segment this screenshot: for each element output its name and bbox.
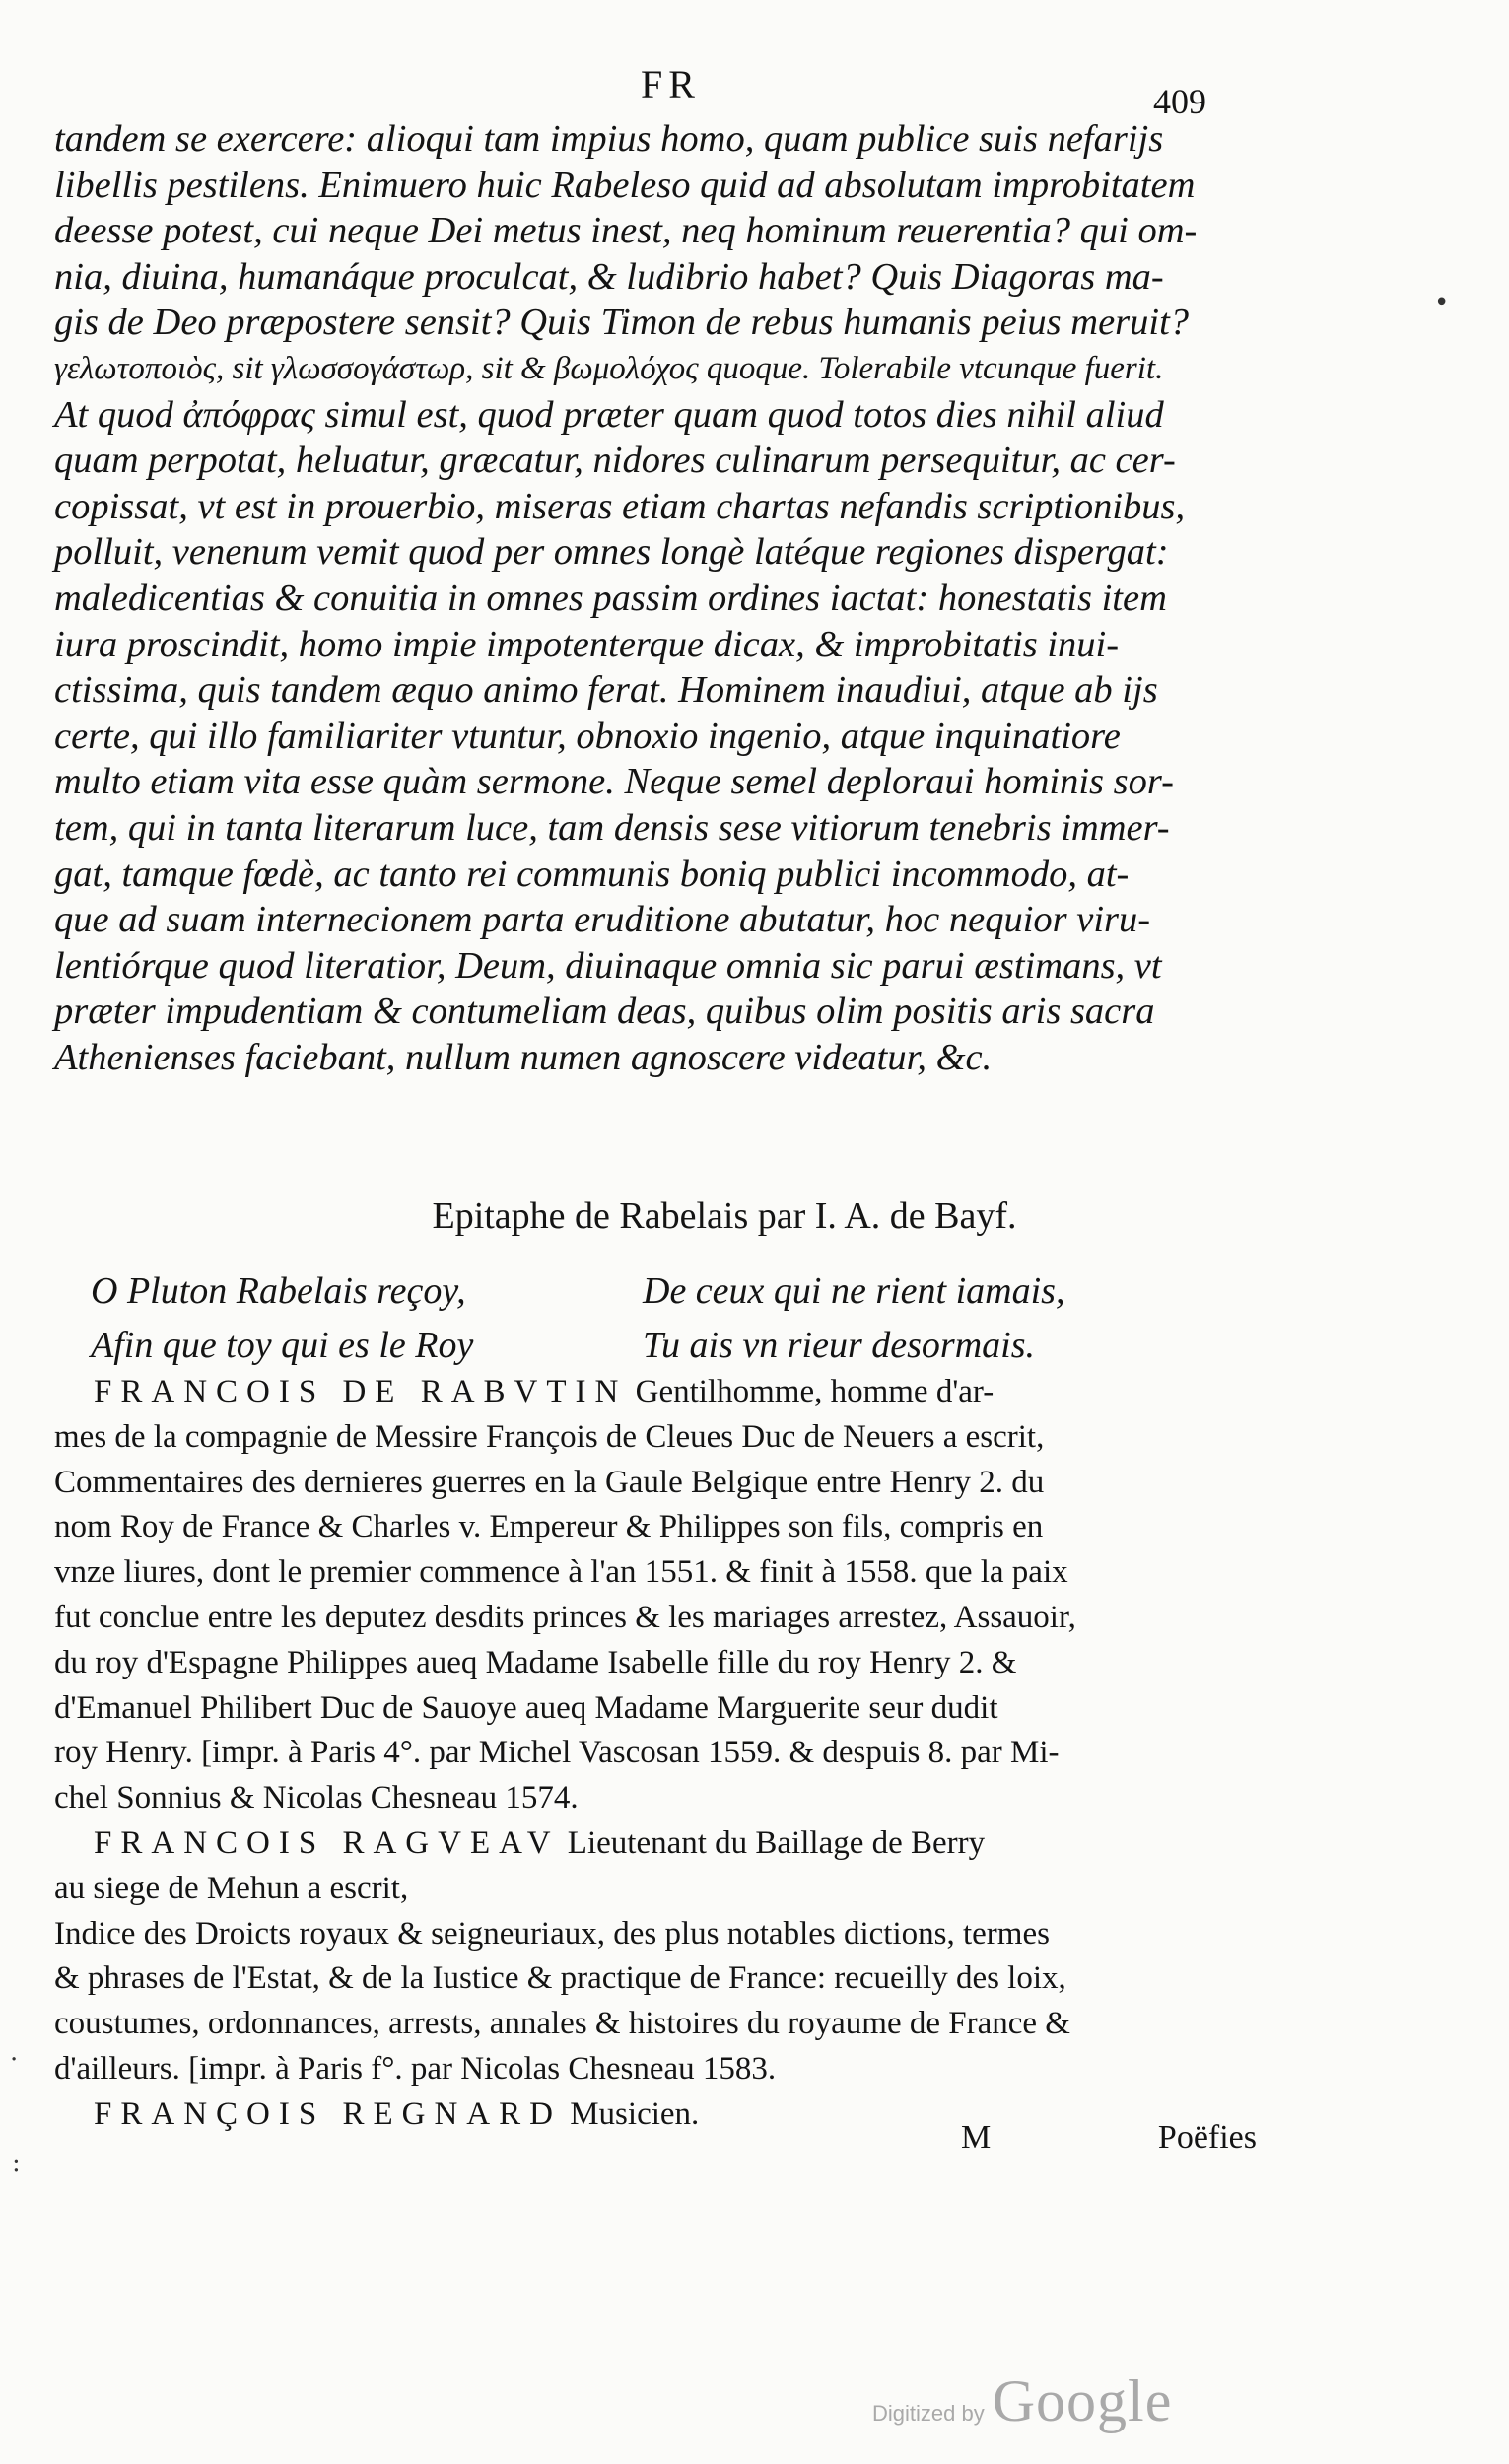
text-line: tem, qui in tanta literarum luce, tam densis sese vitiorum tenebris immer- [54,806,1170,849]
entry-text: Musicien. [570,2095,700,2132]
text-line: quam perpotat, heluatur, græcatur, nidores culinarum persequitur, ac cer- [54,440,1176,482]
entry-author-name: FRANCOIS RAGVEAV [94,1824,560,1861]
text-line: mes de la compagnie de Messire François de Cleues Duc de Neuers a escrit, [54,1418,1045,1455]
entry-text: Gentilhomme, homme d'ar- [635,1374,995,1409]
verse-right: Tu ais vn rieur desormais. [643,1325,1035,1366]
text-line: nia, diuina, humanáque proculcat, & ludibrio habet? Quis Diagoras ma- [54,255,1164,298]
text-line: chel Sonnius & Nicolas Chesneau 1574. [54,1780,579,1816]
catchword-line [961,2119,1257,2156]
running-head: FR [641,62,701,106]
text-line: polluit, venenum vemit quod per omnes longè latéque regiones dispergat: [54,531,1169,574]
text-line: vnze liures, dont le premier commence à l'an 1551. & finit à 1558. que la paix [54,1554,1068,1591]
verse-row [91,1265,1224,1319]
text-line: tandem se exercere: alioqui tam impius homo, quam publice suis nefarijs [54,118,1164,160]
margin-mark: : [12,2149,21,2178]
text-line: γελωτοποιὸς, sit γλωσσογάστωρ, sit & βωμολόχος quoque. Tolerabile vtcunque fuerit. [54,350,1164,386]
text-line: d'Emanuel Philibert Duc de Sauoye aueq Madame Marguerite seur dudit [54,1689,998,1726]
text-line: iura proscindit, homo impie impotenterque dicax, & improbitatis inui- [54,623,1120,665]
signature-mark: M [961,2119,992,2156]
bibliography-entries [54,1370,1276,2138]
text-line: Athenienses faciebant, nullum numen agnoscere videatur, &c. [54,1036,993,1078]
margin-dot: • [1434,288,1450,317]
entry-first-line [54,1370,1276,1415]
text-line: Commentaires des dernieres guerres en la Gaule Belgique entre Henry 2. du [54,1464,1045,1500]
text-line: gat, tamque fœdè, ac tanto rei communis boniq publici incommodo, at- [54,853,1130,895]
text-line: nom Roy de France & Charles v. Empereur & Philippes son fils, compris en [54,1509,1044,1545]
epitaph-title: Epitaphe de Rabelais par I. A. de Bayf. [432,1196,1017,1237]
text-line: deesse potest, cui neque Dei metus inest, neq hominum reuerentia? qui om- [54,210,1198,252]
text-line: maledicentias & conuitia in omnes passim ordines iactat: honestatis item [54,577,1167,619]
verse-left: O Pluton Rabelais reçoy, [91,1270,466,1312]
latin-passage [54,116,1267,1080]
text-line: fut conclue entre les deputez desdits princes & les mariages arrestez, Assauoir, [54,1599,1076,1635]
text-line: gis de Deo præpostere sensit? Quis Timon de rebus humanis peius meruit? [54,302,1190,344]
entry-author-name: FRANÇOIS REGNARD [94,2095,562,2132]
text-line: roy Henry. [impr. à Paris 4°. par Michel Vascosan 1559. & despuis 8. par Mi- [54,1735,1060,1771]
text-line: d'ailleurs. [impr. à Paris f°. par Nicolas Chesneau 1583. [54,2050,777,2087]
digitized-by-watermark [872,2367,1172,2435]
entry-first-line [54,1821,1276,1867]
text-line: lentiórque quod literatior, Deum, diuinaque omnia sic parui æstimans, vt [54,944,1162,987]
text-line: que ad suam internecionem parta eruditione abutatur, hoc nequior viru- [54,899,1151,941]
google-logo: Google [992,2368,1173,2433]
verse-right: De ceux qui ne rient iamais, [643,1270,1065,1312]
text-line: præter impudentiam & contumeliam deas, quibus olim positis aris sacra [54,991,1155,1033]
entry-text: Lieutenant du Baillage de Berry [567,1824,986,1861]
text-line: Indice des Droicts royaux & seigneuriaux, des plus notables dictions, termes [54,1915,1050,1951]
margin-mark: · [10,2045,19,2075]
text-line: certe, qui illo familiariter vtuntur, obnoxio ingenio, atque inquinatiore [54,715,1121,757]
text-line: copissat, vt est in prouerbio, miseras etiam chartas nefandis scriptionibus, [54,485,1186,527]
text-line: multo etiam vita esse quàm sermone. Neque semel deploraui hominis sor- [54,761,1174,803]
entry-author-name: FRANCOIS DE RABVTIN [94,1374,628,1409]
text-line: du roy d'Espagne Philippes aueq Madame Isabelle fille du roy Henry 2. & [54,1644,1017,1680]
text-line: At quod ἀπόφρας simul est, quod præter quam quod totos dies nihil aliud [54,393,1164,436]
page-number: 409 [1153,82,1206,121]
text-line: & phrases de l'Estat, & de la Iustice & practique de France: recueilly des loix, [54,1960,1066,1997]
text-line: ctissima, quis tandem æquo animo ferat. Hominem inaudiui, atque ab ijs [54,669,1158,712]
epitaph-verse [91,1265,1224,1373]
text-line: au siege de Mehun a escrit, [54,1870,409,1906]
catchword: Poëfies [1157,2119,1257,2156]
verse-left: Afin que toy qui es le Roy [91,1325,474,1366]
verse-row [91,1319,1224,1373]
text-line: libellis pestilens. Enimuero huic Rabeleso quid ad absolutam improbitatem [54,164,1196,206]
text-line: coustumes, ordonnances, arrests, annales & histoires du royaume de France & [54,2006,1070,2042]
watermark-prefix: Digitized by [872,2401,985,2426]
